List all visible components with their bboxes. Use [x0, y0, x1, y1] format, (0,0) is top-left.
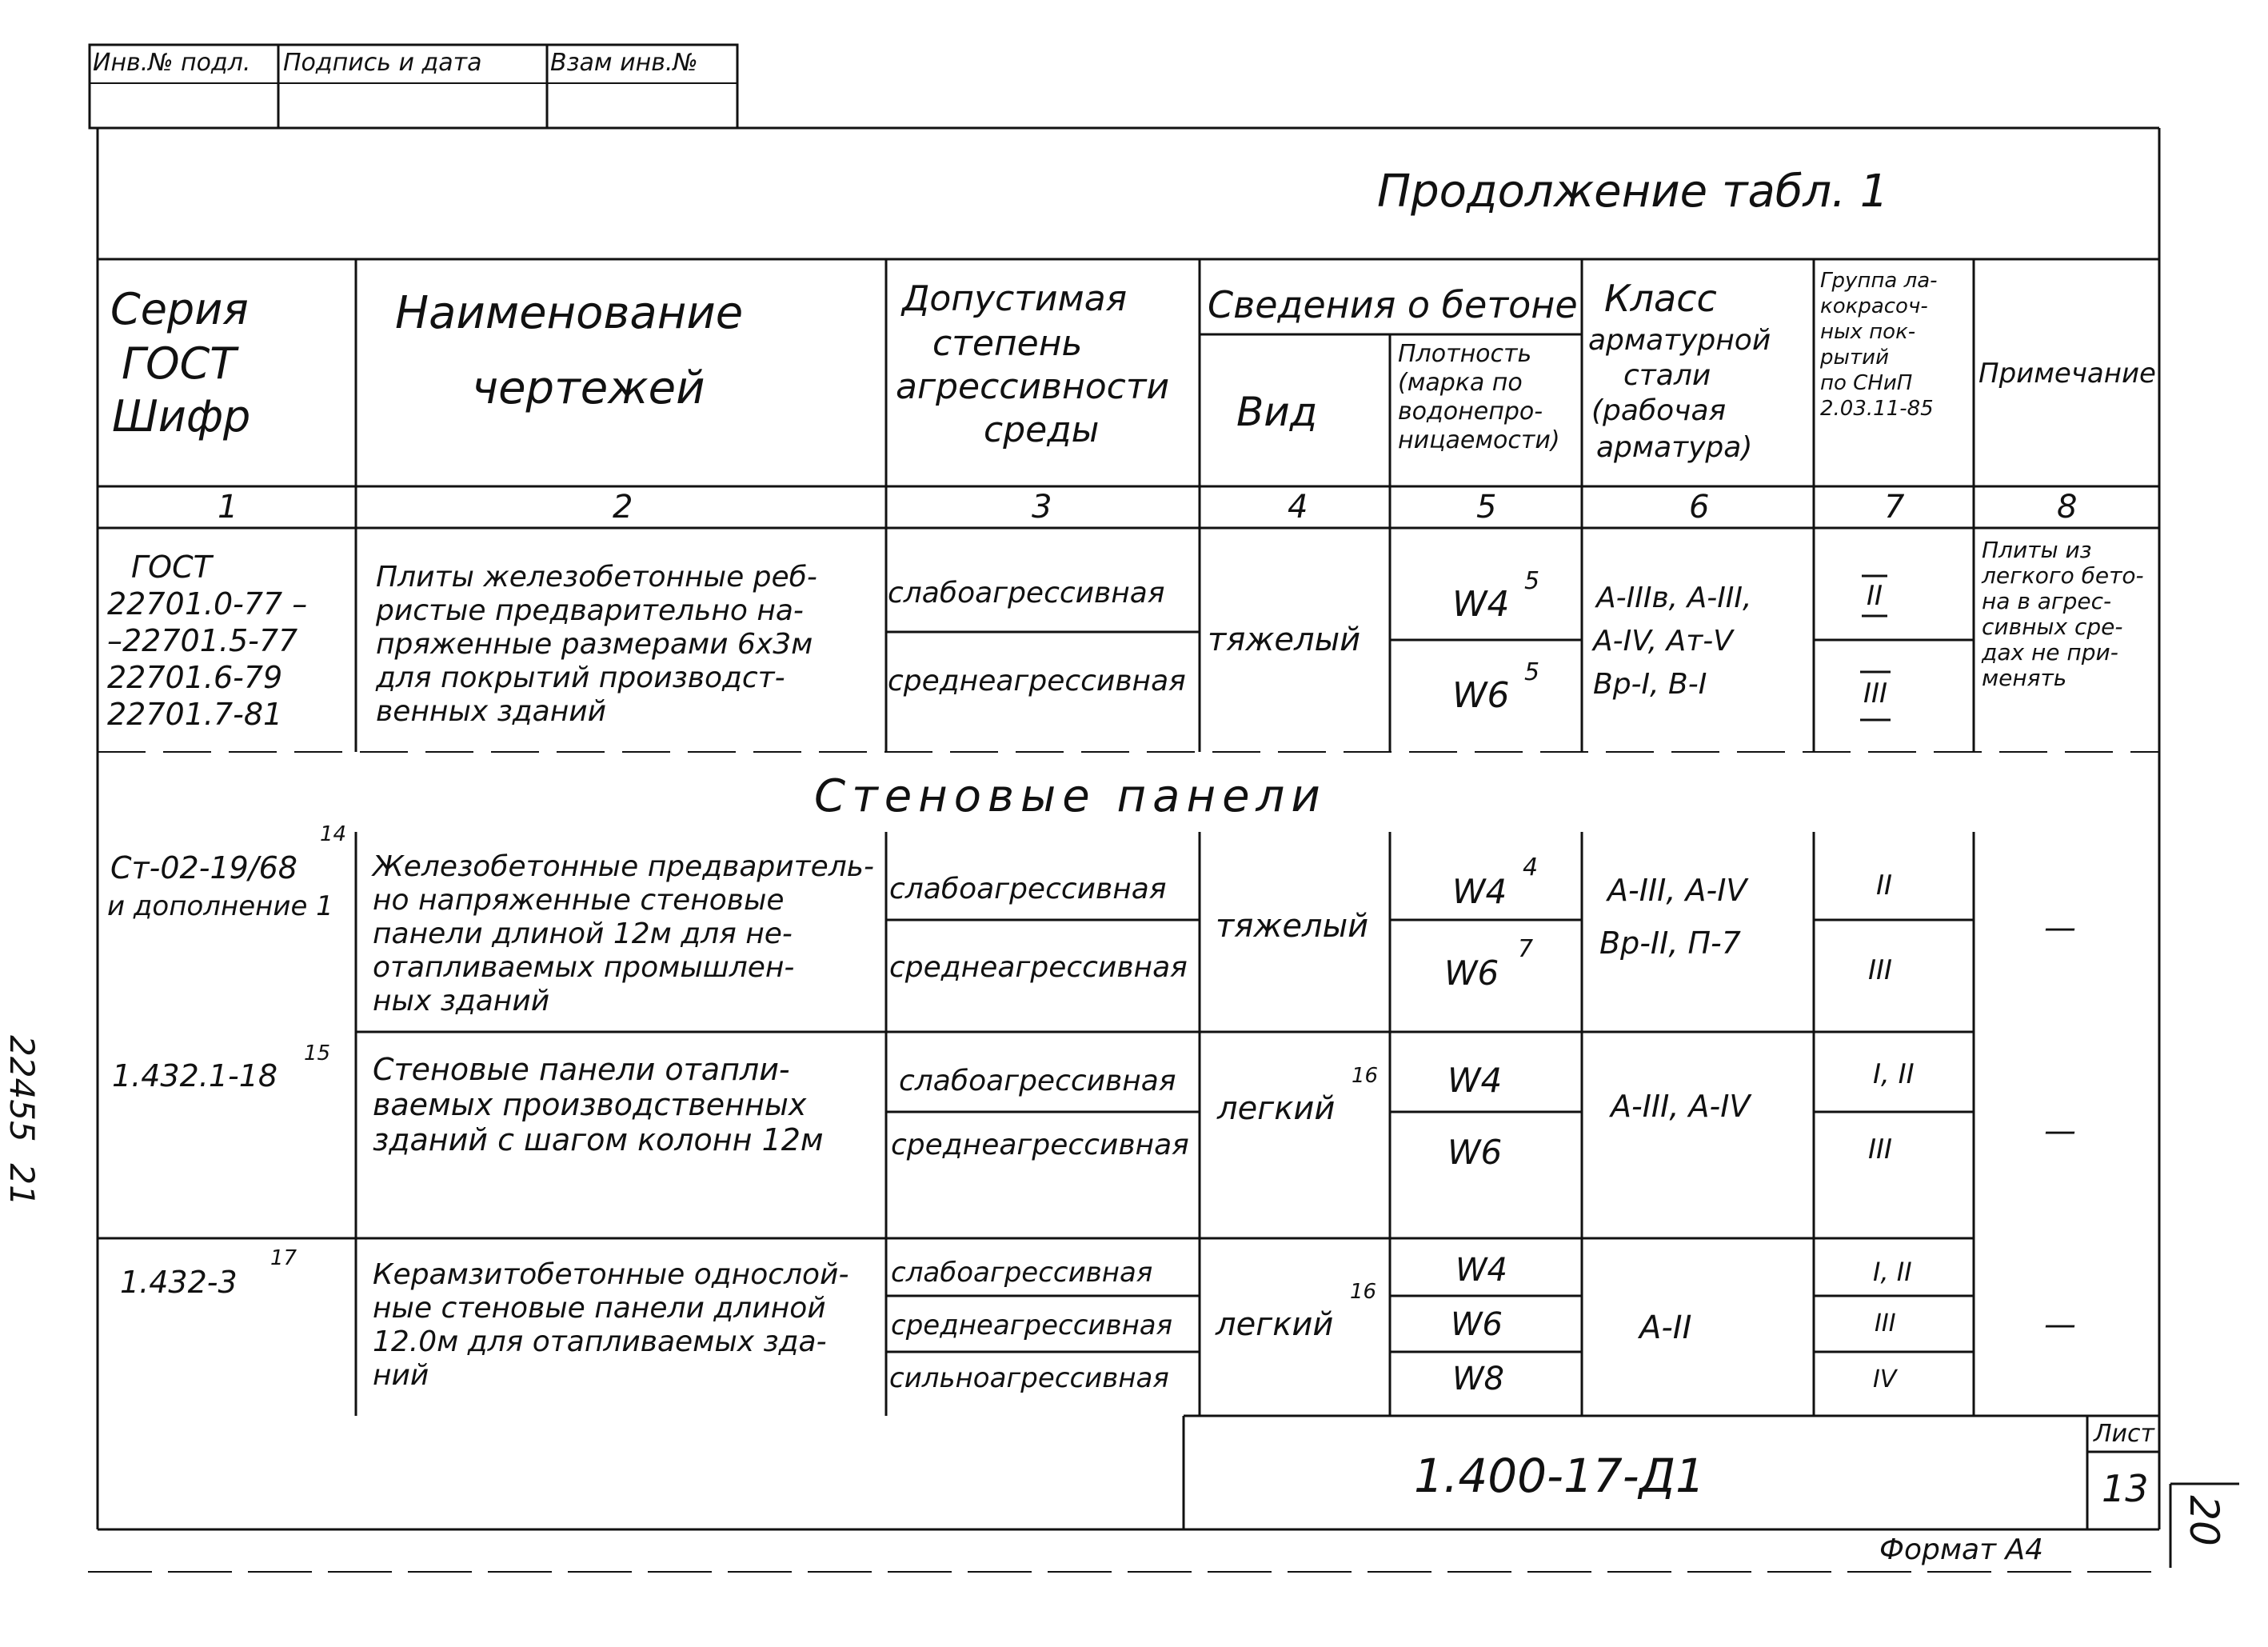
r3-series: 1.432.1-18	[112, 1058, 278, 1093]
sheet-number: 13	[2102, 1467, 2149, 1510]
header-agr-1: Допустимая	[902, 278, 1128, 319]
header-series-2: ГОСТ	[122, 338, 237, 389]
col-number: 7	[1884, 489, 1905, 526]
header-steel-5: арматура)	[1596, 431, 1753, 464]
r3-grp1: I, II	[1873, 1058, 1915, 1090]
col-number: 8	[2057, 489, 2078, 526]
r4-name: ний	[373, 1359, 429, 1392]
r1-note: на в агрес-	[1982, 588, 2112, 614]
r1-note: менять	[1982, 665, 2067, 691]
r1-steel: Вр-I, В-I	[1593, 668, 1707, 701]
r1-steel: А-IIIв, А-III,	[1596, 582, 1752, 614]
r2-name: панели длиной 12м для не-	[373, 917, 793, 950]
r4-vid-sup: 16	[1350, 1280, 1377, 1304]
margin-inventory-number: 22455 21	[2, 1035, 42, 1206]
r4-w2: W6	[1451, 1306, 1503, 1343]
col-number: 3	[1032, 489, 1052, 526]
r2-agr1: слабоагрессивная	[889, 873, 1167, 905]
r4-name: ные стеновые панели длиной	[373, 1292, 826, 1325]
header-group-5: по СНиП	[1820, 371, 1913, 395]
r3-vid-sup: 16	[1352, 1064, 1379, 1088]
header-group-4: рытий	[1820, 346, 1889, 370]
r4-series: 1.432-3	[120, 1265, 238, 1300]
r1-note: Плиты из	[1982, 537, 2092, 563]
r3-w2: W6	[1447, 1133, 1503, 1172]
r2-name: отапливаемых промышлен-	[373, 951, 795, 984]
header-group-2: кокрасоч-	[1820, 294, 1928, 318]
r3-agr2: среднеагрессивная	[891, 1129, 1189, 1161]
r1-note: дах не при-	[1982, 639, 2118, 666]
header-steel-1: Класс	[1604, 277, 1717, 320]
r3-w1: W4	[1447, 1061, 1503, 1100]
r2-grp2: III	[1868, 954, 1893, 986]
r1-agr2: среднеагрессивная	[888, 665, 1186, 698]
r1-note: легкого бето-	[1982, 562, 2144, 589]
r4-w3: W8	[1452, 1361, 1504, 1397]
header-group-6: 2.03.11-85	[1820, 397, 1934, 421]
r2-grp1: II	[1876, 869, 1893, 901]
sheet-label: Лист	[2094, 1420, 2155, 1448]
stamp-podpis-data: Подпись и дата	[283, 49, 482, 77]
r3-name: ваемых производственных	[373, 1087, 807, 1122]
format-label: Формат А4	[1879, 1533, 2044, 1566]
header-density-1: Плотность	[1398, 340, 1532, 368]
r1-agr1: слабоагрессивная	[888, 577, 1165, 610]
r2-agr2: среднеагрессивная	[889, 951, 1188, 984]
r2-w1: W4	[1452, 872, 1507, 911]
r1-series: 22701.0-77 –	[107, 586, 308, 622]
header-concrete: Сведения о бетоне	[1208, 283, 1578, 326]
r3-name: зданий с шагом колонн 12м	[373, 1122, 824, 1157]
r2-note: —	[2044, 909, 2076, 946]
r2-name: но напряженные стеновые	[373, 884, 785, 917]
header-agr-4: среды	[984, 410, 1100, 450]
r4-agr2: среднеагрессивная	[891, 1309, 1173, 1341]
r1-name: ристые предварительно на-	[376, 594, 804, 627]
r4-agr3: сильноагрессивная	[889, 1362, 1169, 1394]
r2-w1-sup: 4	[1523, 853, 1539, 881]
r4-name: Керамзитобетонные однослой-	[373, 1258, 849, 1291]
r4-w1: W4	[1455, 1252, 1507, 1289]
stamp-vzam-inv: Взам инв.№	[550, 49, 698, 77]
r1-grp2: III	[1863, 678, 1888, 710]
r4-grp2: III	[1875, 1309, 1896, 1337]
r3-steel: А-III, А-IV	[1611, 1089, 1751, 1124]
r1-series: –22701.5-77	[107, 623, 298, 658]
r4-steel: А-II	[1639, 1309, 1692, 1346]
r1-name: венных зданий	[376, 695, 607, 728]
r1-w2: W6	[1452, 675, 1510, 716]
r3-series-sup: 15	[304, 1041, 331, 1065]
r4-name: 12.0м для отапливаемых зда-	[373, 1325, 827, 1358]
r2-series-sup: 14	[320, 822, 347, 846]
header-group-3: ных пок-	[1820, 320, 1916, 344]
r1-name: для покрытий производст-	[376, 662, 785, 694]
r1-note: сивных сре-	[1982, 614, 2123, 640]
header-agr-3: агрессивности	[896, 366, 1170, 407]
r1-vid: тяжелый	[1208, 622, 1361, 658]
section-title: Стеновые панели	[814, 770, 1327, 822]
r2-series: и дополнение 1	[107, 890, 333, 922]
r4-grp3: IV	[1873, 1365, 1897, 1393]
header-density-3: водонепро-	[1398, 398, 1543, 426]
r1-w1-sup: 5	[1524, 567, 1540, 595]
r4-series-sup: 17	[270, 1246, 297, 1270]
r2-w2-sup: 7	[1518, 935, 1534, 963]
r3-agr1: слабоагрессивная	[899, 1065, 1176, 1097]
r2-name: ных зданий	[373, 985, 550, 1017]
r2-w2: W6	[1444, 953, 1499, 993]
r1-name: Плиты железобетонные реб-	[376, 561, 817, 594]
r3-vid: легкий	[1217, 1090, 1336, 1127]
header-name-2: чертежей	[472, 362, 705, 414]
header-density-4: ницаемости)	[1398, 426, 1560, 454]
document-code: 1.400-17-Д1	[1414, 1449, 1705, 1503]
r1-series: ГОСТ	[131, 550, 212, 585]
header-steel-2: арматурной	[1588, 324, 1771, 357]
header-group-1: Группа ла-	[1820, 269, 1938, 293]
header-name-1: Наименование	[395, 287, 744, 339]
r1-w2-sup: 5	[1524, 658, 1540, 686]
header-density-2: (марка по	[1398, 369, 1523, 397]
header-steel-4: (рабочая	[1591, 394, 1727, 427]
r1-series: 22701.6-79	[107, 660, 283, 695]
r1-grp1: II	[1867, 580, 1883, 612]
r1-w1: W4	[1452, 584, 1510, 625]
header-note: Примечание	[1979, 358, 2156, 390]
r1-steel: А-IV, Ат-V	[1593, 625, 1733, 658]
page-number: 20	[2180, 1495, 2227, 1546]
r4-note: —	[2044, 1306, 2076, 1343]
r2-steel: Вр-II, П-7	[1599, 925, 1741, 961]
r2-series: Ст-02-19/68	[110, 850, 297, 885]
col-number: 2	[613, 489, 633, 526]
header-steel-3: стали	[1623, 359, 1711, 392]
continuation-title: Продолжение табл. 1	[1377, 166, 1889, 218]
r4-vid: легкий	[1216, 1306, 1334, 1343]
r3-grp2: III	[1868, 1133, 1893, 1165]
col-number: 5	[1476, 489, 1497, 526]
stamp-inv-podl: Инв.№ подл.	[93, 49, 251, 77]
r1-name: пряженные размерами 6х3м	[376, 628, 813, 661]
r1-series: 22701.7-81	[107, 697, 283, 732]
col-number: 6	[1689, 489, 1710, 526]
r4-grp1: I, II	[1873, 1257, 1912, 1287]
header-vid: Вид	[1236, 389, 1318, 435]
r2-vid: тяжелый	[1216, 908, 1369, 945]
r3-name: Стеновые панели отапли-	[373, 1052, 790, 1087]
col-number: 1	[218, 489, 238, 526]
header-series-1: Серия	[110, 284, 249, 334]
r2-steel: А-III, А-IV	[1607, 873, 1747, 908]
header-agr-2: степень	[932, 323, 1083, 364]
header-series-3: Шифр	[112, 391, 251, 442]
r3-note: —	[2044, 1113, 2076, 1149]
r2-name: Железобетонные предваритель-	[373, 850, 874, 883]
col-number: 4	[1288, 489, 1308, 526]
r4-agr1: слабоагрессивная	[891, 1257, 1153, 1289]
